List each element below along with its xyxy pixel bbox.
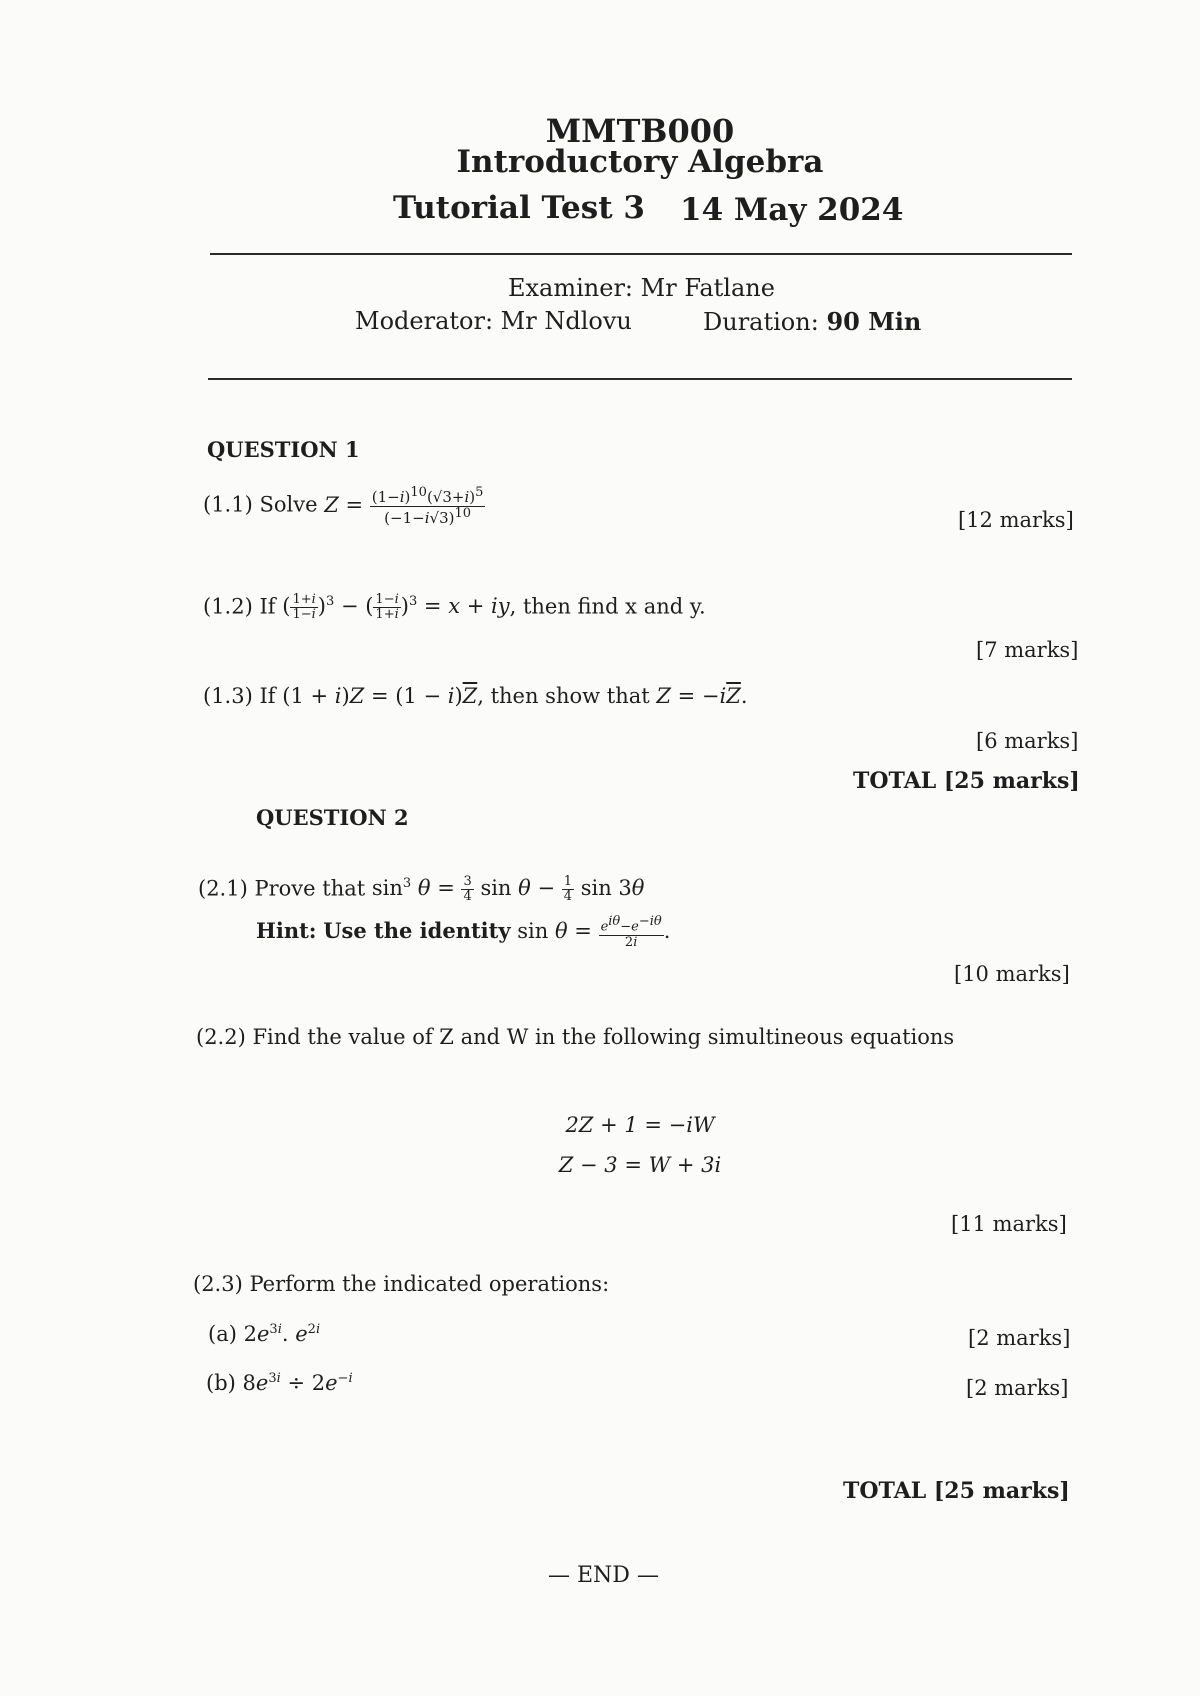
item-2-3 bbox=[193, 1272, 609, 1296]
item-1-2-math: ( $\frac{1+i}{1-i}$ )$^3$ − ( $\frac{1-i}{1+i}$ )$^3$ = x + iy bbox=[282, 592, 510, 623]
examiner-label: Examiner: bbox=[508, 274, 634, 302]
item-2-1-number: (2.1) bbox=[198, 876, 248, 901]
item-1-1 bbox=[203, 486, 485, 526]
item-1-3-tail: , then show that bbox=[477, 684, 650, 708]
header-rule-bottom bbox=[208, 378, 1072, 380]
item-2-2 bbox=[196, 1025, 954, 1049]
item-1-3-math: $(1 + i)Z = (1 - i)\overline{Z}$ bbox=[282, 684, 478, 708]
question1-total: TOTAL [25 marks] bbox=[853, 768, 1080, 794]
item-1-2-tail: , then find x and y. bbox=[509, 594, 706, 619]
item-1-3 bbox=[203, 684, 748, 708]
item-1-1-math: Z = $\frac{(1-i)^{10}(√3+i)^5}{(-1-i√3)^{10}}$ bbox=[324, 485, 484, 527]
item-2-3-b-label: (b) bbox=[206, 1371, 236, 1395]
item-2-3-a-math: $2e^{3i}$. $e^{2i}$ bbox=[243, 1322, 321, 1346]
examiner-name: Mr Fatlane bbox=[640, 274, 775, 302]
end-label: END bbox=[577, 1563, 630, 1588]
course-code: MMTB000 bbox=[545, 112, 735, 150]
duration-value: 90 Min bbox=[826, 307, 922, 336]
header-rule-top bbox=[210, 253, 1072, 255]
hint-math: sin θ = $\frac{e^{i\theta}-e^{-i\theta}}{2i}$ . bbox=[517, 914, 671, 950]
moderator-name: Mr Ndlovu bbox=[500, 307, 632, 335]
end-dash-left: — bbox=[548, 1563, 577, 1588]
item-2-3-number: (2.3) bbox=[193, 1272, 243, 1296]
item-2-3-a-marks: [2 marks] bbox=[968, 1326, 1071, 1350]
item-1-3-lead: If bbox=[259, 684, 276, 708]
item-2-3-a bbox=[208, 1322, 320, 1346]
item-1-1-number: (1.1) bbox=[203, 492, 253, 517]
item-1-2 bbox=[203, 593, 706, 623]
item-1-1-fraction: $\frac{(1-i)^{10}(√3+i)^5}{(-1-i√3)^{10}}$ bbox=[371, 485, 484, 527]
item-1-3-number: (1.3) bbox=[203, 684, 253, 708]
moderator-label: Moderator: bbox=[355, 307, 494, 335]
hint-text: Use the identity bbox=[323, 917, 511, 943]
item-2-3-b-math: $8e^{3i} \div 2e^{-i}$ bbox=[242, 1371, 353, 1395]
item-2-2-text: Find the value of Z and W in the following simultineous equations bbox=[252, 1025, 955, 1049]
end-dash-right: — bbox=[629, 1563, 659, 1588]
item-2-2-marks: [11 marks] bbox=[951, 1212, 1067, 1236]
moderator-line bbox=[355, 307, 632, 335]
item-2-3-text: Perform the indicated operations: bbox=[249, 1272, 610, 1296]
item-2-1-math: $\sin^3 \theta$ = $\frac{3}{4}$ sin θ − $\frac{1}{4}$ sin 3θ bbox=[371, 874, 645, 905]
question2-heading: QUESTION 2 bbox=[256, 805, 409, 830]
end-marker bbox=[548, 1563, 659, 1588]
item-2-3-a-label: (a) bbox=[208, 1322, 237, 1346]
item-1-2-number: (1.2) bbox=[203, 594, 253, 619]
item-1-3-result: $Z = -i\overline{Z}$. bbox=[656, 684, 748, 708]
item-1-1-marks: [12 marks] bbox=[958, 508, 1074, 532]
item-2-1-marks: [10 marks] bbox=[954, 962, 1070, 986]
item-1-2-lead: If bbox=[259, 594, 276, 619]
question2-total: TOTAL [25 marks] bbox=[843, 1478, 1070, 1504]
item-1-2-marks: [7 marks] bbox=[976, 638, 1079, 662]
item-2-2-number: (2.2) bbox=[196, 1025, 246, 1049]
duration-label: Duration: bbox=[703, 308, 819, 336]
hint-label: Hint: bbox=[256, 917, 317, 943]
test-date: 14 May 2024 bbox=[680, 192, 904, 228]
item-2-1 bbox=[198, 875, 644, 905]
item-2-1-hint bbox=[256, 915, 670, 950]
item-2-3-b bbox=[206, 1371, 353, 1395]
equation-1: 2Z + 1 = −iW bbox=[565, 1113, 715, 1137]
equation-2: Z − 3 = W + 3i bbox=[558, 1153, 722, 1177]
duration-line bbox=[703, 307, 921, 336]
item-2-1-lead: Prove that bbox=[254, 876, 366, 901]
test-name: Tutorial Test 3 bbox=[393, 190, 645, 226]
item-1-3-marks: [6 marks] bbox=[976, 729, 1079, 753]
examiner-line bbox=[508, 274, 775, 302]
course-name: Introductory Algebra bbox=[456, 144, 824, 180]
item-2-3-b-marks: [2 marks] bbox=[966, 1376, 1069, 1400]
item-1-1-lead: Solve bbox=[259, 492, 318, 517]
question1-heading: QUESTION 1 bbox=[207, 437, 360, 462]
